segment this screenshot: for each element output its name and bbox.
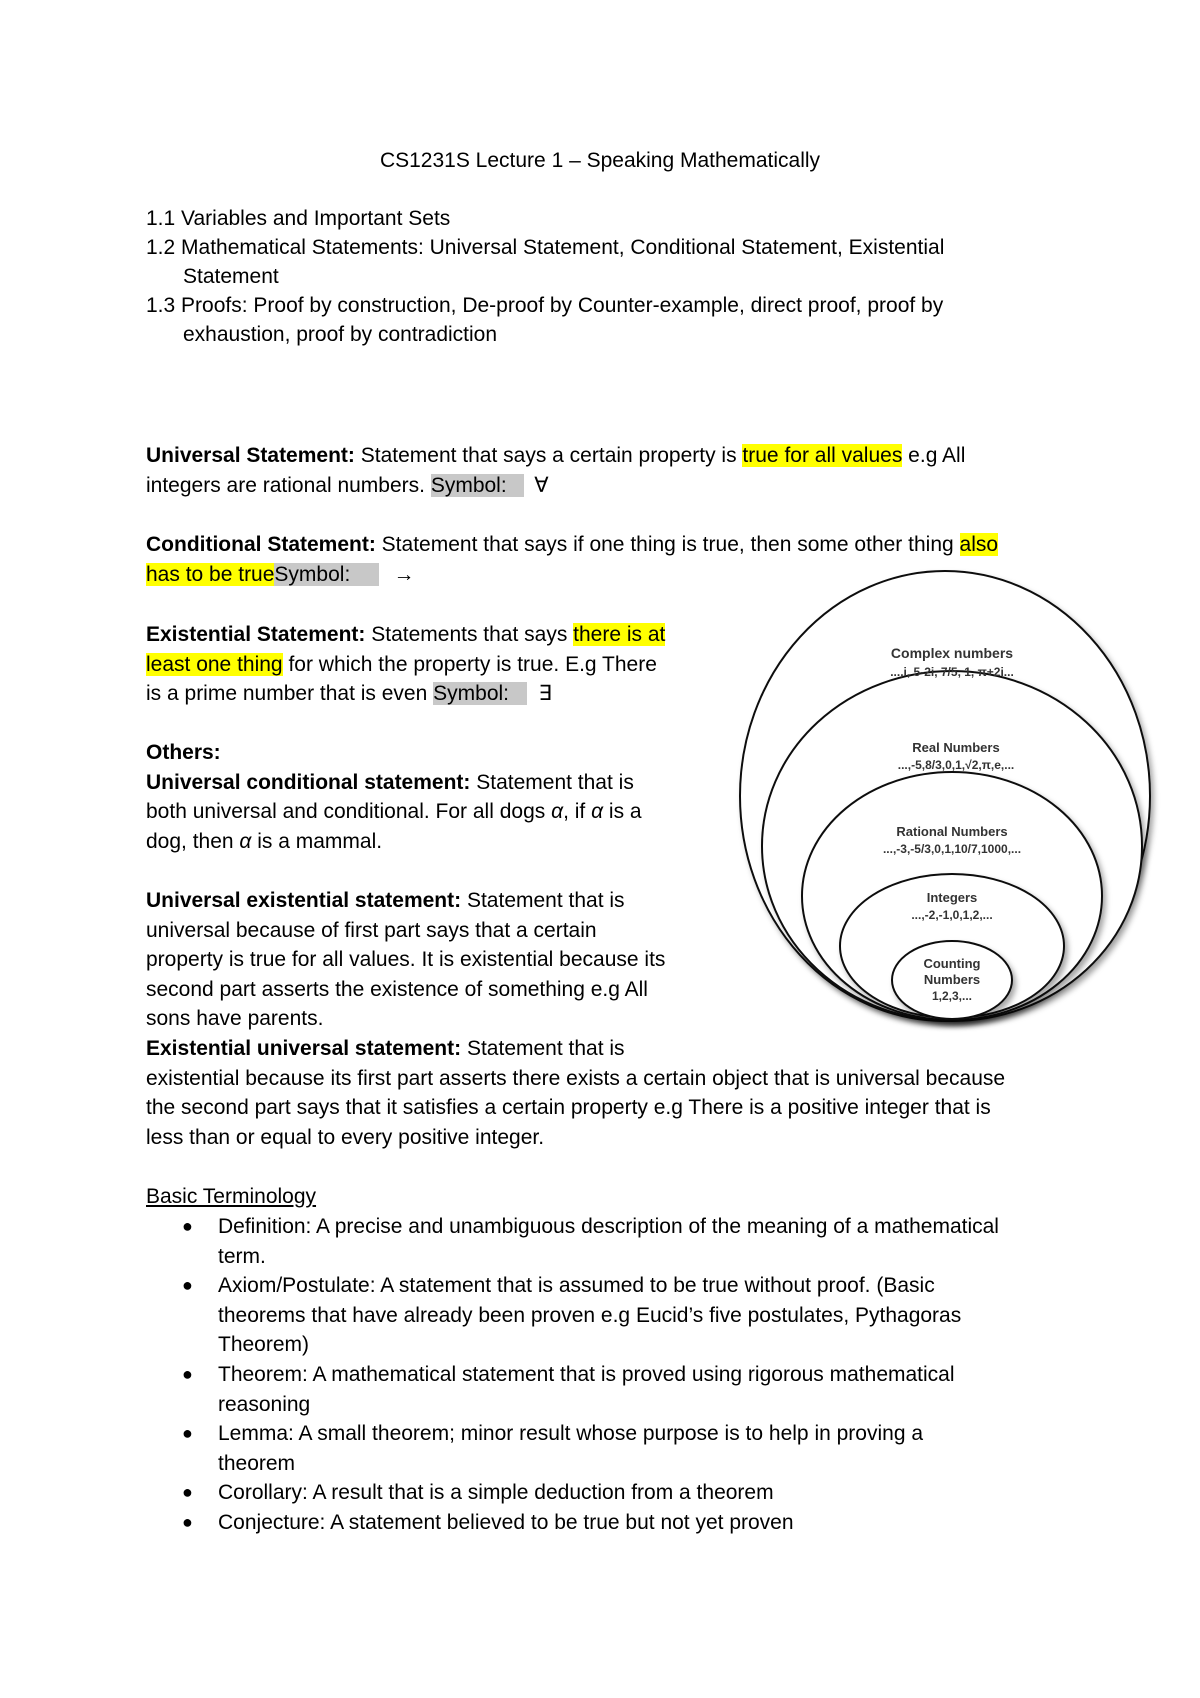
bullet-icon: ● — [182, 1275, 193, 1296]
bullet-icon: ● — [182, 1511, 193, 1532]
list-item — [180, 1419, 999, 1478]
list-item-text: Corollary: A result that is a simple deduction from a theorem — [218, 1481, 774, 1505]
list-item — [180, 1271, 999, 1360]
existential-highlight-2: least one thing — [146, 652, 283, 676]
list-item-text: reasoning — [218, 1392, 311, 1416]
complex-numbers-label: Complex numbers — [890, 645, 1014, 661]
toc-item: 1.3 Proofs: Proof by construction, De-proof by Counter-example, direct proof, proof by — [146, 294, 944, 317]
others-heading: Others: — [146, 741, 221, 764]
universal-highlight: true for all values — [742, 444, 903, 467]
symbol-gap — [507, 474, 525, 497]
terminology-heading-block — [146, 1182, 316, 1212]
universal-conditional-heading: Universal conditional statement: — [146, 770, 471, 794]
list-item — [180, 1508, 999, 1538]
list-item-text: Axiom/Postulate: A statement that is assumed to be true without proof. (Basic — [218, 1274, 935, 1298]
conditional-heading: Conditional Statement: — [146, 533, 376, 556]
list-item — [180, 1478, 999, 1508]
bullet-icon: ● — [182, 1482, 193, 1503]
variable-alpha: α — [591, 800, 604, 824]
list-item-text: Conjecture: A statement believed to be true but not yet proven — [218, 1510, 794, 1534]
universal-heading: Universal Statement: — [146, 444, 355, 467]
symbol-label: Symbol: — [430, 473, 507, 497]
list-item-text: Definition: A precise and unambiguous description of the meaning of a mathematical — [218, 1215, 999, 1238]
real-numbers-examples: ...,-5,8/3,0,1,√2,π,e,... — [897, 758, 1015, 772]
existential-text-line3: is a prime number that is even — [146, 682, 434, 706]
list-item — [180, 1212, 999, 1271]
symbol-gap — [350, 563, 379, 586]
arrow-symbol: → — [393, 562, 415, 586]
existential-universal-text: existential because its first part asserts there exists a certain object that is universal because — [146, 1066, 1006, 1090]
universal-conditional-text: is a — [603, 800, 642, 824]
integers-examples: ...,-2,-1,0,1,2,... — [911, 908, 993, 922]
existential-universal-text: Statement that is — [461, 1036, 625, 1060]
list-item-text: Lemma: A small theorem; minor result whose purpose is to help in proving a — [218, 1422, 924, 1446]
universal-existential-text: Statement that is — [461, 888, 625, 912]
toc-item-continued: Statement — [183, 265, 279, 288]
conditional-highlight-1: also — [959, 533, 999, 556]
toc-item-continued: exhaustion, proof by contradiction — [183, 323, 498, 346]
rational-numbers-label: Rational Numbers — [896, 824, 1008, 839]
toc-item: 1.1 Variables and Important Sets — [146, 207, 451, 230]
bullet-icon: ● — [182, 1423, 193, 1444]
universal-text: Statement that says a certain property is — [354, 444, 743, 467]
existential-statement — [146, 620, 665, 709]
universal-statement — [146, 441, 965, 500]
integers-label: Integers — [926, 890, 978, 905]
complex-numbers-examples: ...,i, 5-2i, 7/5, 1, π+2i... — [890, 665, 1014, 679]
counting-numbers-label-1: Counting — [923, 956, 981, 971]
table-of-contents — [146, 204, 944, 349]
counting-numbers-examples: 1,2,3,... — [931, 989, 973, 1003]
counting-numbers-label-2: Numbers — [923, 972, 981, 987]
symbol-label: Symbol: — [274, 562, 351, 586]
bullet-icon: ● — [182, 1363, 193, 1384]
bullet-icon: ● — [182, 1216, 193, 1236]
list-item-text: Theorem: A mathematical statement that is proved using rigorous mathematical — [218, 1362, 955, 1386]
existential-universal-text: less than or equal to every positive integer. — [146, 1125, 545, 1149]
conditional-text: Statement that says if one thing is true, then some other thing — [375, 533, 960, 556]
existential-text: Statements that says — [365, 623, 574, 646]
exists-symbol: ∃ — [538, 682, 552, 706]
universal-existential-text: property is true for all values. It is existential because its — [146, 948, 666, 972]
universal-conditional-text: is a mammal. — [251, 829, 383, 853]
universal-existential-text: second part asserts the existence of something e.g All — [146, 977, 648, 1001]
symbol-gap — [509, 682, 527, 705]
list-item-text: theorem — [218, 1451, 296, 1475]
real-numbers-label: Real Numbers — [912, 740, 1000, 755]
variable-alpha: α — [551, 800, 564, 824]
number-sets-diagram — [730, 566, 1180, 1056]
terminology-heading: Basic Terminology — [146, 1185, 317, 1208]
terminology-list — [180, 1212, 999, 1538]
existential-universal-heading: Existential universal statement: — [146, 1036, 462, 1060]
universal-conditional-text: Statement that is — [470, 770, 634, 794]
universal-existential-text: sons have parents. — [146, 1007, 324, 1031]
page-title: CS1231S Lecture 1 – Speaking Mathematically — [379, 149, 821, 172]
universal-existential-text: universal because of first part says that a certain — [146, 918, 597, 942]
existential-heading: Existential Statement: — [146, 623, 366, 646]
list-item — [180, 1360, 999, 1419]
existential-universal-text: the second part says that it satisfies a certain property e.g There is a positive integer that is — [146, 1096, 991, 1120]
universal-existential-heading: Universal existential statement: — [146, 888, 462, 912]
list-item-text: theorems that have already been proven e.g Eucid’s five postulates, Pythagoras — [218, 1303, 962, 1327]
universal-text-post: e.g All — [902, 444, 966, 467]
conditional-highlight-2: has to be true — [146, 562, 275, 586]
universal-conditional-text: both universal and conditional. For all dogs — [146, 800, 552, 824]
universal-conditional-text: dog, then — [146, 829, 240, 853]
list-item-text: Theorem) — [218, 1333, 310, 1357]
list-item-text: term. — [218, 1244, 266, 1268]
toc-item: 1.2 Mathematical Statements: Universal Statement, Conditional Statement, Existential — [146, 236, 945, 259]
universal-text-line2: integers are rational numbers. — [146, 473, 431, 497]
universal-conditional-text: , if — [563, 800, 592, 824]
rational-numbers-examples: ...,-3,-5/3,0,1,10/7,1000,... — [882, 842, 1022, 856]
forall-symbol: ∀ — [534, 473, 549, 497]
existential-highlight-1: there is at — [573, 623, 666, 646]
existential-text-post: for which the property is true. E.g There — [282, 652, 657, 676]
symbol-label: Symbol: — [433, 682, 509, 706]
variable-alpha: α — [239, 829, 252, 853]
